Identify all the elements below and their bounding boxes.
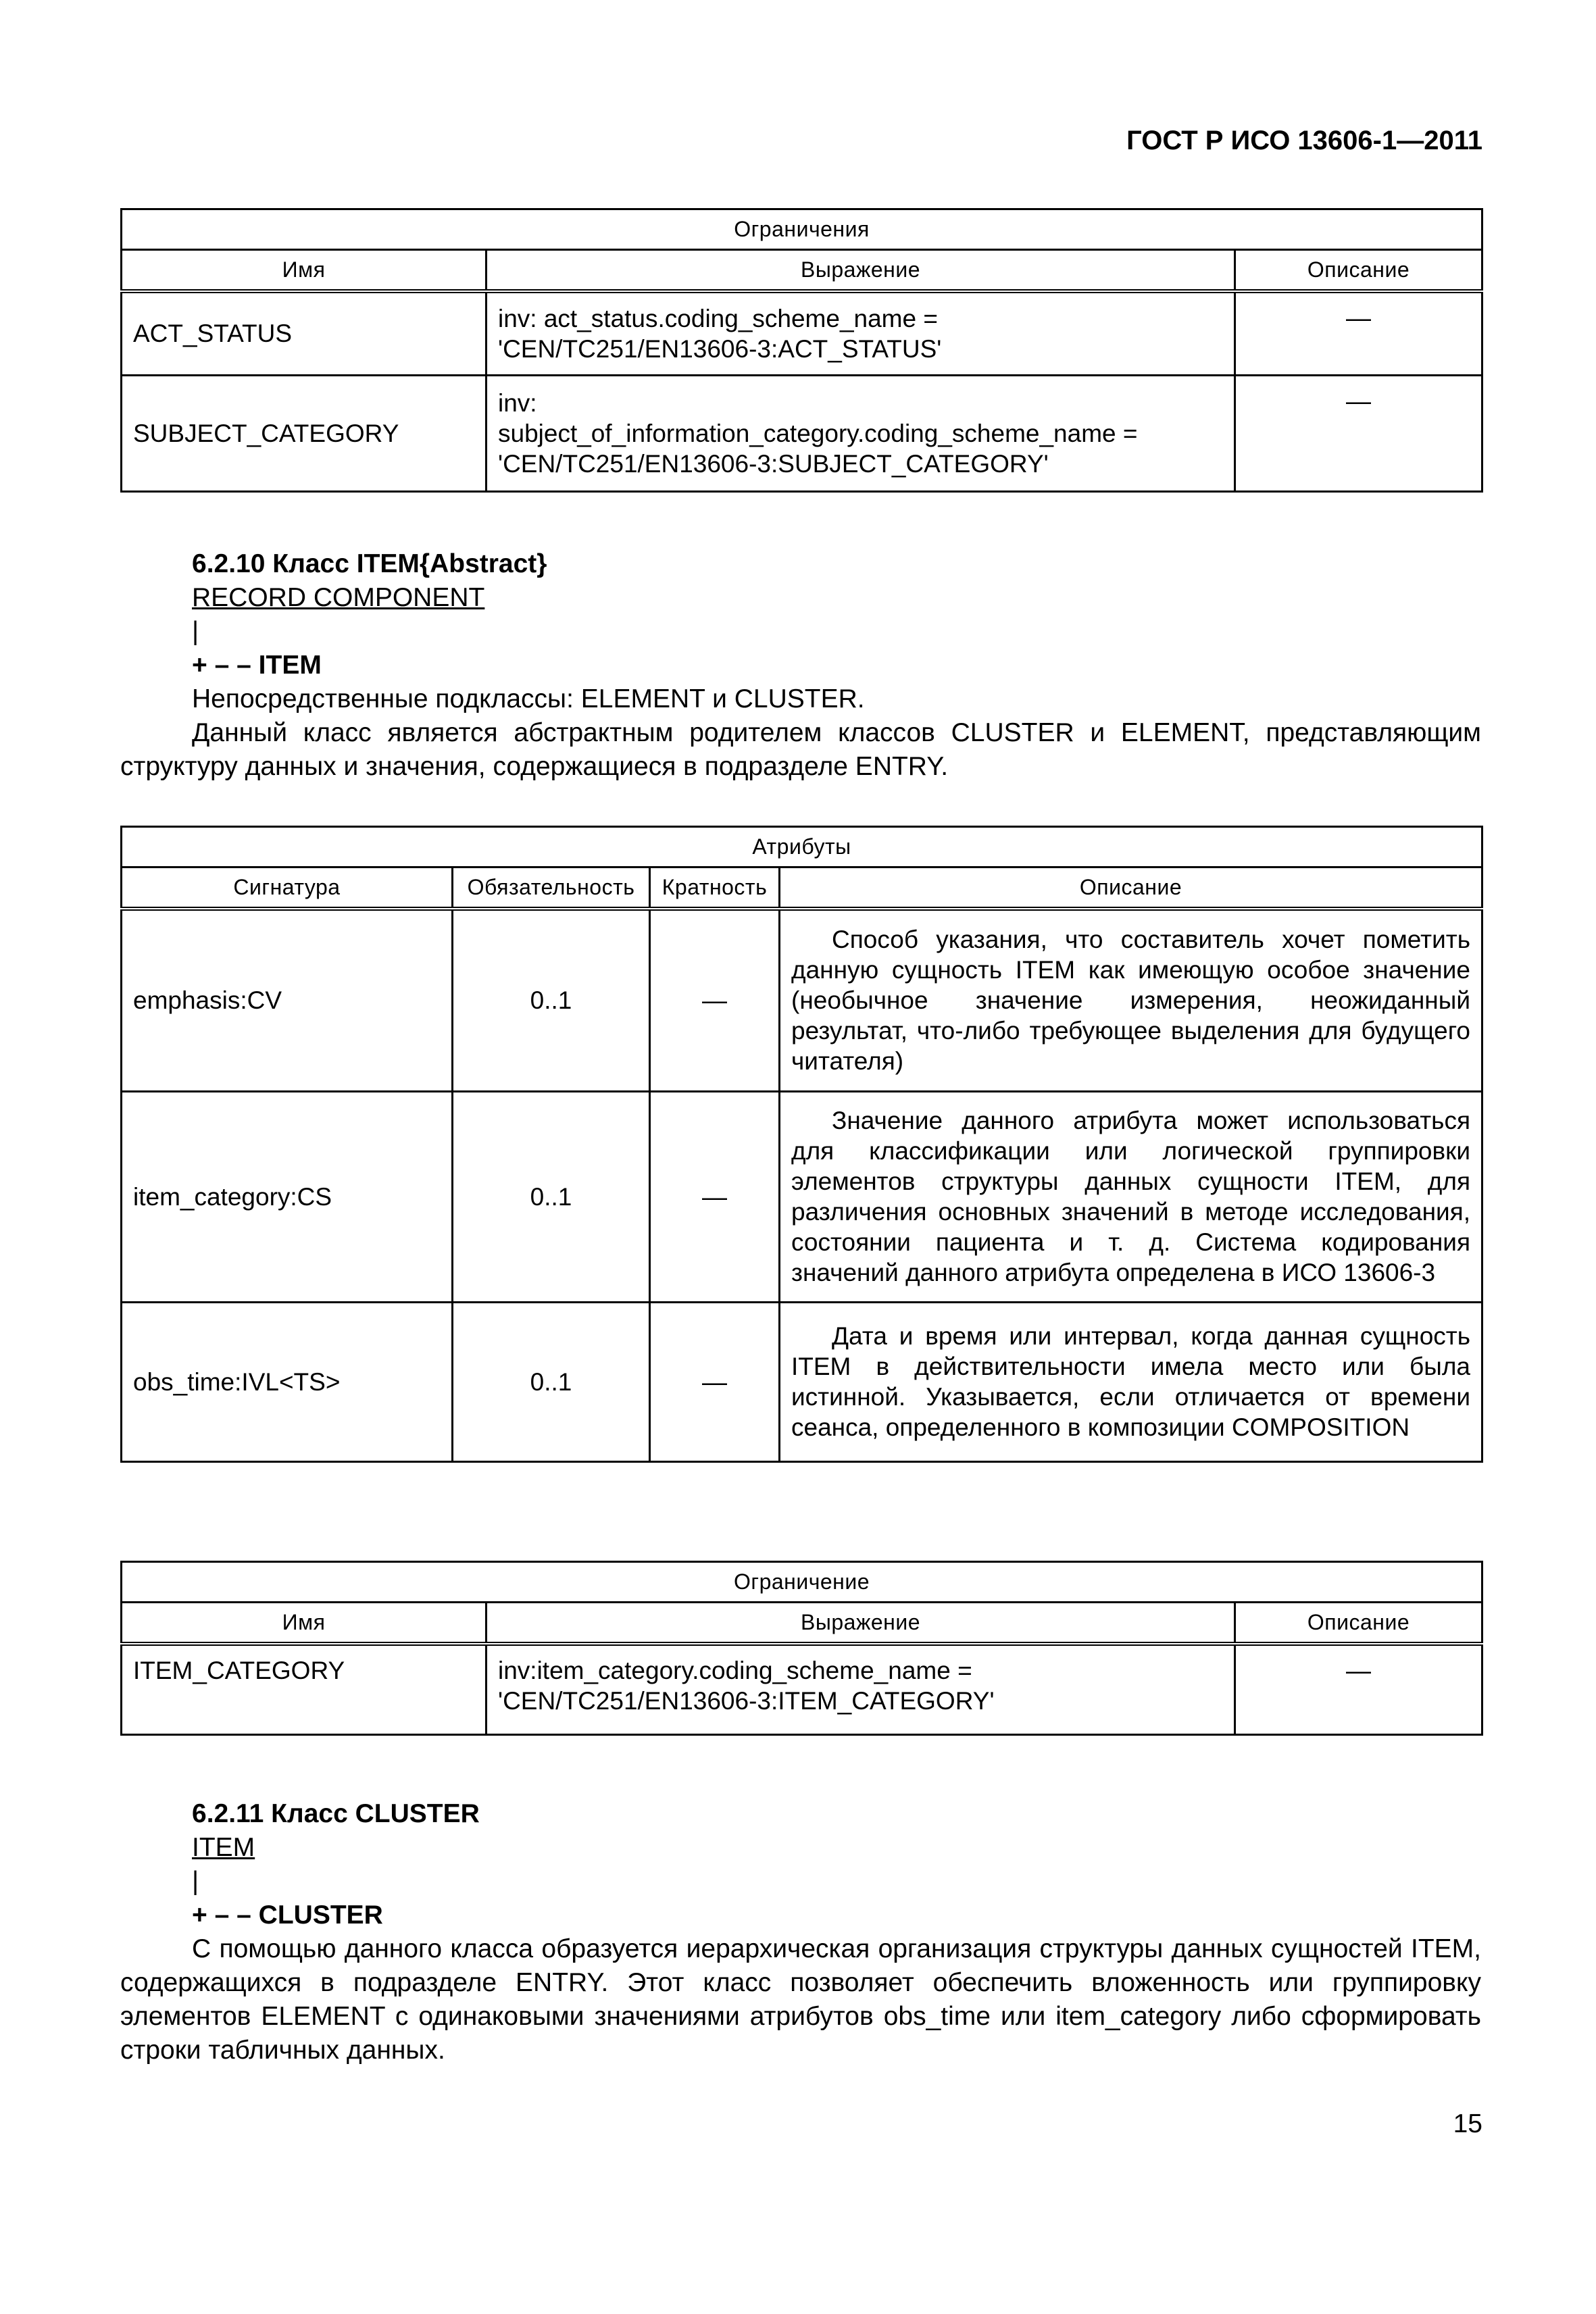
- section-heading: 6.2.10 Класс ITEM{Abstract}: [192, 549, 547, 578]
- column-header: Сигнатура: [122, 867, 453, 909]
- attribute-mandatory: 0..1: [453, 1091, 650, 1302]
- attribute-signature: emphasis:CV: [122, 909, 453, 1091]
- column-header: Выражение: [487, 250, 1235, 292]
- tree-connector: |: [192, 617, 199, 646]
- parent-class: ITEM: [192, 1833, 255, 1862]
- attribute-signature: item_category:CS: [122, 1091, 453, 1302]
- attribute-multiplicity: —: [650, 909, 780, 1091]
- constraint-expression: inv:item_category.coding_scheme_name = 'CEN/TC251/EN13606-3:ITEM_CATEGORY': [487, 1644, 1235, 1734]
- tree-node: + – – ITEM: [192, 651, 322, 680]
- table-caption: Атрибуты: [122, 827, 1482, 867]
- section-heading: 6.2.11 Класс CLUSTER: [192, 1799, 480, 1828]
- constraint-expression: inv: act_status.coding_scheme_name = 'CEN/TC251/EN13606-3:ACT_STATUS': [487, 291, 1235, 375]
- section-description: Данный класс является абстрактным родителем классов CLUSTER и ELEMENT, представляющим структуру данных и значения, содержащиеся в подразделе ENTRY.: [120, 718, 1481, 781]
- constraint-name: ACT_STATUS: [122, 291, 487, 375]
- column-header: Описание: [1235, 250, 1482, 292]
- constraint-name: ITEM_CATEGORY: [122, 1644, 487, 1734]
- attribute-mandatory: 0..1: [453, 909, 650, 1091]
- document-code: ГОСТ Р ИСО 13606-1—2011: [1126, 126, 1482, 155]
- column-header: Описание: [1235, 1603, 1482, 1644]
- table-row: [122, 1091, 1482, 1302]
- table-row: [122, 1644, 1482, 1734]
- constraint-description: —: [1235, 291, 1482, 375]
- section-description: С помощью данного класса образуется иерархическая организация структуры данных сущностей ITEM, содержащихся в подразделе ENTRY. Этот класс позволяет обеспечить вложенность или группировку элементов ELEMENT с одинаковыми значениями атрибутов obs_time или item_category либо сформировать строки табличных данных.: [120, 1934, 1481, 2065]
- subclasses-text: Непосредственные подклассы: ELEMENT и CLUSTER.: [192, 684, 865, 713]
- table-row: [122, 909, 1482, 1091]
- constraint-expression: inv: subject_of_information_category.coding_scheme_name = 'CEN/TC251/EN13606-3:SUBJECT_CATEGORY': [487, 375, 1235, 491]
- table-row: [122, 1302, 1482, 1461]
- table-caption: Ограничение: [122, 1562, 1482, 1603]
- attribute-multiplicity: —: [650, 1091, 780, 1302]
- attribute-multiplicity: —: [650, 1302, 780, 1461]
- constraint-description: —: [1235, 375, 1482, 491]
- attribute-signature: obs_time:IVL<TS>: [122, 1302, 453, 1461]
- attribute-mandatory: 0..1: [453, 1302, 650, 1461]
- table-row: [122, 291, 1482, 375]
- attribute-description: Значение данного атрибута может использоваться для классификации или логической группировки элементов структуры данных сущности ITEM, для различения основных значений в методе исследования, состоянии пациента и т. д. Система кодирования значений данного атрибута определена в ИСО 13606-3: [780, 1091, 1482, 1302]
- attribute-description: Дата и время или интервал, когда данная сущность ITEM в действительности имела место или была истинной. Указывается, если отличается от времени сеанса, определенного в композиции COMPOSITION: [780, 1302, 1482, 1461]
- page-number: 15: [1453, 2109, 1482, 2138]
- table-row: [122, 375, 1482, 491]
- constraint-description: —: [1235, 1644, 1482, 1734]
- constraint-table: [120, 1561, 1483, 1736]
- column-header: Описание: [780, 867, 1482, 909]
- column-header: Имя: [122, 250, 487, 292]
- parent-class: RECORD COMPONENT: [192, 583, 485, 612]
- column-header: Выражение: [487, 1603, 1235, 1644]
- attribute-description: Способ указания, что составитель хочет пометить данную сущность ITEM как имеющую особое значение (необычное значение измерения, неожиданный результат, что-либо требующее выделения для будущего читателя): [780, 909, 1482, 1091]
- column-header: Обязательность: [453, 867, 650, 909]
- tree-connector: |: [192, 1867, 199, 1896]
- attributes-table: [120, 826, 1483, 1463]
- constraints-table: [120, 208, 1483, 493]
- column-header: Имя: [122, 1603, 487, 1644]
- tree-node: + – – CLUSTER: [192, 1901, 383, 1930]
- column-header: Кратность: [650, 867, 780, 909]
- section-item: [120, 547, 1481, 784]
- section-cluster: [120, 1797, 1481, 2067]
- table-caption: Ограничения: [122, 209, 1482, 250]
- constraint-name: SUBJECT_CATEGORY: [122, 375, 487, 491]
